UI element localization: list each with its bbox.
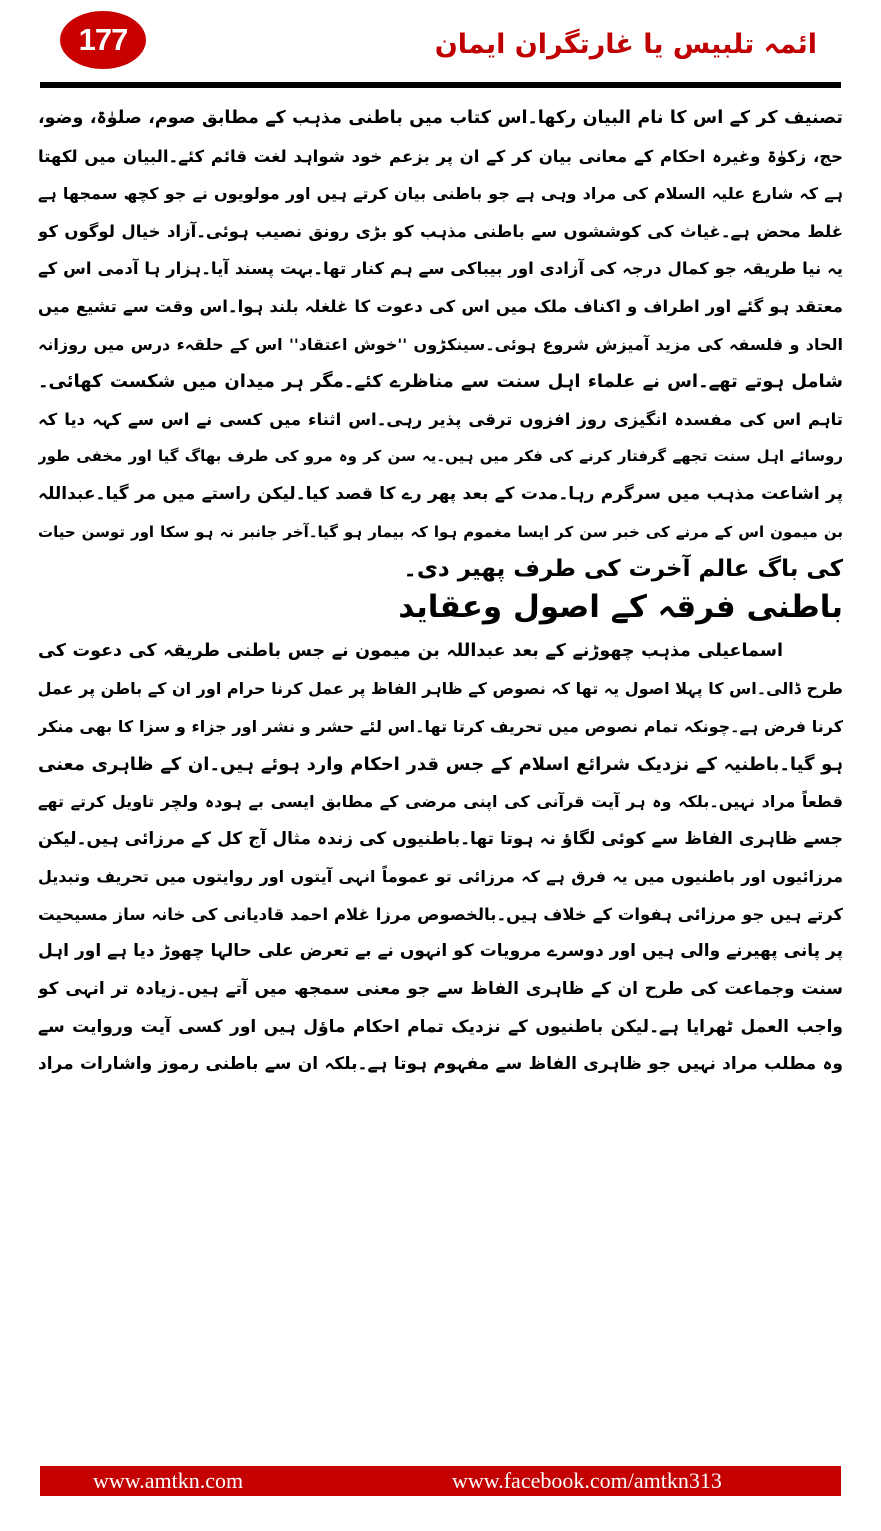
text-line: واجب العمل ٹھرایا ہے۔لیکن باطنیوں کے نزدیک تمام احکام ماؤل ہیں اور کسی آیت وروایت سے [38, 1016, 843, 1037]
section-heading: باطنی فرقہ کے اصول وعقاید [398, 588, 843, 625]
text-line: قطعاً مراد نہیں۔بلکہ وہ ہر آیت قرآنی کی اپنی مرضی کے مطابق ایسی بے ہودہ ولچر تاویل کرتے تھے [38, 792, 843, 812]
text-line: اسماعیلی مذہب چھوڑنے کے بعد عبداللہ بن میمون نے جس باطنی طریقہ کی دعوت کی [38, 640, 783, 661]
text-line: طرح ڈالی۔اس کا پہلا اصول یہ تھا کہ نصوص کے ظاہر الفاظ پر عمل کرنا حرام اور ان کے باطن پر عمل [38, 679, 843, 699]
text-line: مرزائیوں اور باطنیوں میں یہ فرق ہے کہ مرزائی تو عموماً انہی آیتوں اور روایتوں میں تحریف وتبدیل [38, 867, 843, 887]
paragraph-2 [38, 633, 843, 1084]
text-line: کرتے ہیں جو مرزائی ہفوات کے خلاف ہیں۔بالخصوص مرزا غلام احمد قادیانی کی خانہ ساز مسیحیت [38, 904, 843, 924]
text-line: کرنا فرض ہے۔چونکہ تمام نصوص میں تحریف کرتا تھا۔اس لئے حشر و نشر اور جزاء و سزا کا بھی منکر [38, 716, 843, 736]
text-line: غلط محض ہے۔غیاث کی کوششوں سے باطنی مذہب کو بڑی رونق نصیب ہوئی۔آزاد خیال لوگوں کو [38, 221, 843, 241]
text-line: وہ مطلب مراد نہیں جو ظاہری الفاظ سے مفہوم ہوتا ہے۔بلکہ ان سے باطنی رموز واشارات مراد [38, 1054, 843, 1075]
text-line: جسے ظاہری الفاظ سے کوئی لگاؤ نہ ہوتا تھا۔باطنیوں کی زندہ مثال آج کل کے مرزائی ہیں۔لیکن [38, 828, 843, 849]
footer-bar [40, 1466, 841, 1496]
text-line: ہے کہ شارع علیہ السلام کی مراد وہی ہے جو باطنی بیان کرتے ہیں اور مولویوں نے جو کچھ سمجھا ہے [38, 184, 843, 204]
text-line: سنت وجماعت کی طرح ان کے ظاہری الفاظ سے جو معنی سمجھ میں آتے ہیں۔زیادہ تر انہی کو [38, 979, 843, 1000]
facebook-link[interactable]: www.facebook.com/amtkn313 [452, 1468, 722, 1493]
text-line: پر اشاعت مذہب میں سرگرم رہا۔مدت کے بعد پھر رے کا قصد کیا۔لیکن راستے میں مر گیا۔عبداللہ [38, 483, 843, 504]
text-line: روسائے اہل سنت تجھے گرفتار کرنے کی فکر میں ہیں۔یہ سن کر وہ مرو کی طرف بھاگ گیا اور مخفی طور [38, 447, 843, 466]
running-title: ائمہ تلبیس یا غارتگران ایمان [434, 29, 817, 60]
text-line: تاہم اس کی مفسدہ انگیزی روز افزوں ترقی پذیر رہی۔اس اثناء میں کسی نے اس سے کہہ دیا کہ [38, 409, 843, 429]
paragraph-1 [38, 100, 843, 589]
text-line: ہو گیا۔باطنیہ کے نزدیک شرائع اسلام کے جس قدر احکام وارد ہوئے ہیں۔ان کے ظاہری معنی [38, 753, 843, 775]
text-line: حج، زکوٰۃ وغیرہ احکام کے معانی بیان کر کے ان پر بزعم خود شواہد لغت قائم کئے۔البیان میں لکھتا [38, 146, 843, 166]
text-line: کی باگ عالم آخرت کی طرف پھیر دی۔ [403, 556, 843, 583]
text-line: شامل ہوتے تھے۔اس نے علماء اہل سنت سے مناظرے کئے۔مگر ہر میدان میں شکست کھائی۔ [38, 371, 843, 393]
header-rule [40, 82, 841, 88]
text-line: تصنیف کر کے اس کا نام البیان رکھا۔اس کتاب میں باطنی مذہب کے مطابق صوم، صلوٰۃ، وضو، [38, 108, 843, 128]
text-line: بن میمون اس کے مرنے کی خبر سن کر ایسا مغموم ہوا کہ بیمار ہو گیا۔آخر جانبر نہ ہو سکا اور توسن حیات [38, 522, 843, 541]
text-line: الحاد و فلسفہ کی مزید آمیزش شروع ہوئی۔سینکڑوں ''خوش اعتقاد'' اس کے حلقہء درس میں روزانہ [38, 334, 843, 354]
text-line: معتقد ہو گئے اور اطراف و اکناف ملک میں اس کی دعوت کا غلغلہ بلند ہوا۔اس وقت سے تشیع میں [38, 296, 843, 316]
website-link[interactable]: www.amtkn.com [93, 1468, 244, 1493]
body-text [38, 100, 843, 1084]
text-line: یہ نیا طریقہ جو کمال درجہ کی آزادی اور بیباکی سے ہم کنار تھا۔بہت پسند آیا۔ہزار ہا آدمی اس کے [38, 259, 843, 279]
page-number-badge: 177 [60, 11, 146, 69]
text-line: پر پانی پھیرنے والی ہیں اور دوسرے مرویات کو انہوں نے بے تعرض علی حالہا چھوڑ دیا ہے اور اہل [38, 941, 843, 962]
